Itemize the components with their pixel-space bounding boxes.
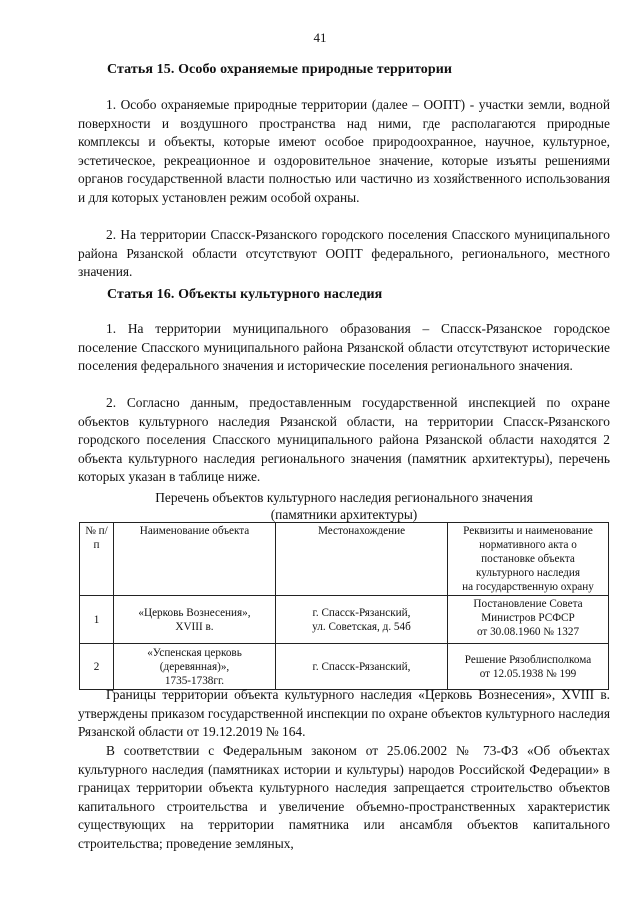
- header-number: № п/п: [80, 523, 114, 596]
- header-name: Наименование объекта: [114, 523, 276, 596]
- closing-paragraph-2: В соответствии с Федеральным законом от 25.06.2002 № 73-ФЗ «Об объектах культурного наследия (памятниках истории и культуры) народов Российской Федерации» в границах территории объекта культурного наследия запрещается строительство объектов капитального строительства и увеличение объемно-пространственных характеристик существующих на территории памятника или ансамбля объектов капитального строительства; проведение земляных,: [78, 743, 610, 851]
- object-name-line: «Церковь Вознесения»,: [138, 606, 251, 619]
- table-caption-line-2: (памятники архитектуры): [270, 507, 418, 522]
- header-location: Местонахождение: [276, 523, 448, 596]
- object-name-line: XVIII в.: [175, 620, 214, 633]
- location-line: ул. Советская, д. 54б: [312, 620, 411, 633]
- article-15-paragraph-1: 1. Особо охраняемые природные территории (далее – ООПТ) - участки земли, водной поверхности и воздушного пространства над ними, где располагаются природные комплексы и объекты, которые имеют особое природоохранное, научное, культурное, эстетическое, рекреационное и оздоровительное значение, которые изъяты решениями органов государственной власти полностью или частично из хозяйственного использования и для которых установлен режим особой охраны.: [78, 97, 610, 205]
- article-16-heading: Статья 16. Объекты культурного наследия: [107, 287, 383, 302]
- row-location: [276, 596, 448, 644]
- closing-paragraph-1: Границы территории объекта культурного наследия «Церковь Вознесения», XVIII в. утверждены приказом государственной инспекции по охране объектов культурного наследия Рязанской области от 19.12.2019 № 164.: [78, 687, 610, 739]
- object-name-line: 1735-1738гг.: [164, 674, 225, 687]
- act-line: от 30.08.1960 № 1327: [476, 626, 580, 638]
- row-object-name: [114, 644, 276, 690]
- page-number: 41: [313, 30, 327, 45]
- row-act: [448, 596, 609, 644]
- table-row: [80, 596, 609, 644]
- table-header-row: [80, 523, 609, 596]
- header-requisites: [448, 523, 609, 596]
- object-name-line: (деревянная)»,: [159, 660, 230, 673]
- row-object-name: [114, 596, 276, 644]
- heritage-objects-table: [79, 522, 609, 690]
- act-line: Решение Рязоблисполкома: [464, 653, 592, 666]
- row-act: [448, 644, 609, 690]
- table-caption-line-1: Перечень объектов культурного наследия регионального значения: [155, 490, 533, 505]
- article-15-heading: Статья 15. Особо охраняемые природные территории: [107, 62, 453, 77]
- row-number: 1: [80, 596, 114, 644]
- location-line: г. Спасск-Рязанский,: [312, 606, 411, 619]
- header-requisites-line: нормативного акта о: [479, 539, 577, 551]
- row-location: [276, 644, 448, 690]
- act-line: от 12.05.1938 № 199: [479, 667, 577, 680]
- article-16-paragraph-2: 2. Согласно данным, предоставленным государственной инспекцией по охране объектов культурного наследия Рязанской области, на территории Спасск-Рязанского городского поселения Спасского муниципального района Рязанской области находятся 2 объекта культурного наследия регионального значения (памятник архитектуры), перечень которых указан в таблице ниже.: [78, 395, 610, 484]
- header-requisites-line: культурного наследия: [476, 567, 580, 579]
- object-name-line: «Успенская церковь: [147, 646, 242, 659]
- table-caption: [78, 489, 610, 523]
- header-requisites-line: Реквизиты и наименование: [463, 525, 593, 537]
- header-requisites-line: на государственную охрану: [462, 581, 594, 593]
- header-requisites-line: постановке объекта: [481, 553, 575, 565]
- article-16-paragraph-1: 1. На территории муниципального образования – Спасск-Рязанское городское поселение Спасского муниципального района Рязанской области отсутствуют исторические поселения федерального значения и исторические поселения регионального значения.: [78, 321, 610, 373]
- act-line: Постановление Совета: [473, 598, 583, 610]
- row-number: 2: [80, 644, 114, 690]
- article-15-paragraph-2: 2. На территории Спасск-Рязанского городского поселения Спасского муниципального района Рязанской области отсутствуют ООПТ федерального, регионального, местного значения.: [78, 227, 610, 279]
- act-line: Министров РСФСР: [481, 612, 575, 624]
- table-row: [80, 644, 609, 690]
- location-line: г. Спасск-Рязанский,: [312, 660, 411, 673]
